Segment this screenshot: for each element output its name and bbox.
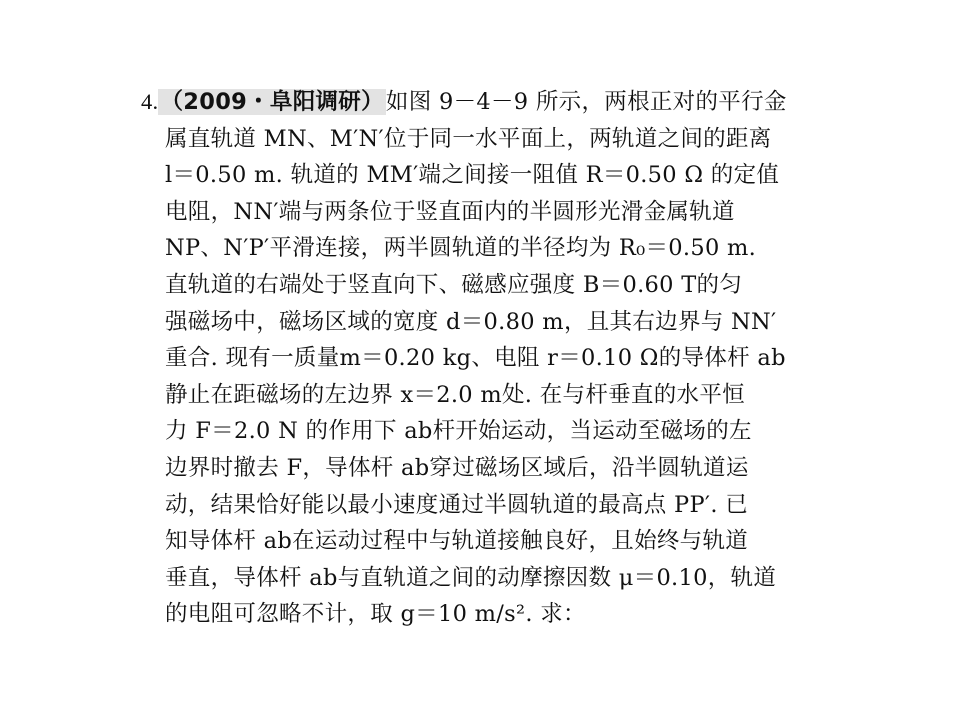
problem-line-15: 的电阻可忽略不计，取 g＝10 m/s². 求： — [165, 601, 586, 628]
problem-line-14: 垂直，导体杆 ab与直轨道之间的动摩擦因数 μ＝0.10，轨道 — [165, 564, 777, 591]
problem-line-7: 强磁场中，磁场区域的宽度 d＝0.80 m，且其右边界与 NN′ — [165, 308, 777, 335]
problem-line-8: 重合. 现有一质量m＝0.20 kg、电阻 r＝0.10 Ω的导体杆 ab — [165, 345, 786, 372]
source-tag: （2009・阜阳调研） — [160, 89, 384, 115]
problem-line-4: 电阻，NN′端与两条位于竖直面内的半圆形光滑金属轨道 — [165, 198, 735, 225]
problem-line-13: 知导体杆 ab在运动过程中与轨道接触良好，且始终与轨道 — [165, 528, 749, 555]
problem-line-9: 静止在距磁场的左边界 x＝2.0 m处. 在与杆垂直的水平恒 — [165, 381, 745, 408]
problem-number: 4. — [141, 89, 159, 114]
problem-line-12: 动，结果恰好能以最小速度通过半圆轨道的最高点 PP′. 已 — [165, 491, 749, 518]
line-text: 如图 9－4－9 所示，两根正对的平行金 — [385, 89, 787, 115]
problem-line-11: 边界时撤去 F，导体杆 ab穿过磁场区域后，沿半圆轨道运 — [165, 454, 749, 481]
problem-line-6: 直轨道的右端处于竖直向下、磁感应强度 B＝0.60 T的匀 — [165, 271, 743, 298]
problem-line-3: l＝0.50 m. 轨道的 MM′端之间接一阻值 R＝0.50 Ω 的定值 — [165, 162, 780, 189]
problem-line-1 — [141, 84, 801, 121]
problem-statement — [141, 84, 801, 633]
problem-line-5: NP、N′P′平滑连接，两半圆轨道的半径均为 R₀＝0.50 m. — [165, 235, 757, 262]
problem-line-2: 属直轨道 MN、M′N′位于同一水平面上，两轨道之间的距离 — [165, 125, 772, 152]
problem-line-10: 力 F＝2.0 N 的作用下 ab杆开始运动，当运动至磁场的左 — [165, 418, 752, 445]
